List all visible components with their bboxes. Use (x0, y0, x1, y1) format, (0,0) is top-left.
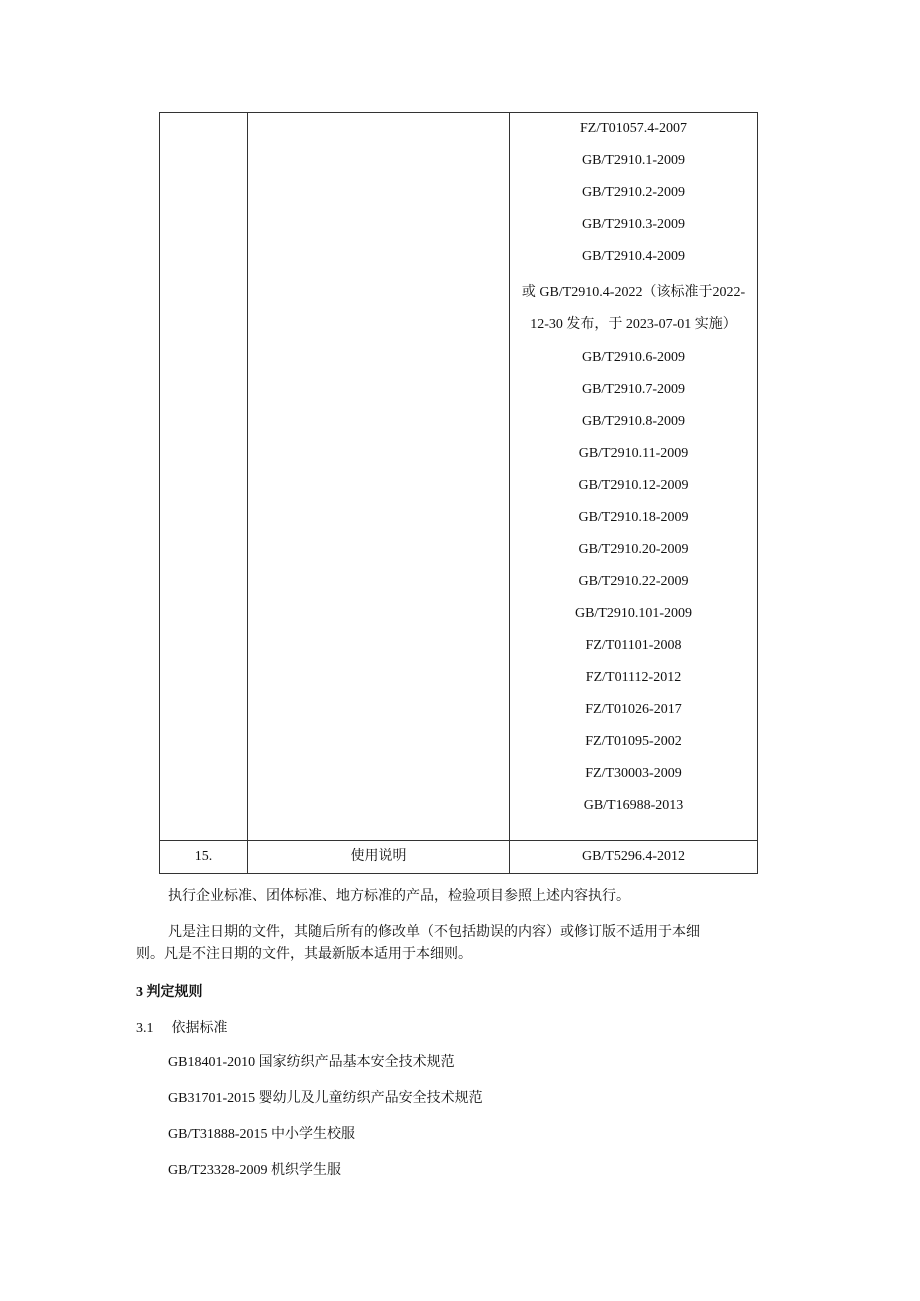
list-item: GB/T2910.4-2009 (581, 249, 686, 264)
list-item: GB/T2910.12-2009 (578, 478, 689, 493)
list-item: GB/T16988-2013 (583, 798, 684, 813)
list-item: GB/T2910.18-2009 (578, 510, 689, 525)
list-item: GB/T2910.7-2009 (581, 382, 686, 397)
subsection-number: 3.1 (136, 1021, 154, 1036)
reference-item: GB18401-2010 国家纺织产品基本安全技术规范 (168, 1055, 455, 1070)
reference-item: GB/T31888-2015 中小学生校服 (168, 1127, 356, 1142)
list-item: FZ/T01026-2017 (585, 702, 682, 717)
list-item: FZ/T01095-2002 (585, 734, 682, 749)
section-heading: 3 判定规则 (136, 985, 203, 1000)
row-standard: GB/T5296.4-2012 (510, 841, 758, 874)
subsection-heading (136, 1017, 228, 1037)
standards-list (510, 113, 757, 822)
list-item: GB/T2910.101-2009 (574, 606, 693, 621)
list-item: GB/T2910.3-2009 (581, 217, 686, 232)
subsection-title: 依据标准 (171, 1021, 228, 1036)
list-item: 或 GB/T2910.4-2022（该标准于2022-12-30 发布，于 2023-07-01 实施） (521, 285, 746, 332)
list-item: GB/T2910.11-2009 (578, 446, 689, 461)
list-item: FZ/T30003-2009 (585, 766, 682, 781)
list-item: GB/T2910.20-2009 (578, 542, 689, 557)
table-row (160, 113, 758, 841)
row-item: 使用说明 (248, 841, 510, 874)
row-index: 15. (160, 841, 248, 874)
reference-item: GB31701-2015 婴幼儿及儿童纺织产品安全技术规范 (168, 1091, 483, 1106)
standards-table (159, 112, 758, 874)
list-item: GB/T2910.1-2009 (581, 153, 686, 168)
dated-files-line-2: 则。凡是不注日期的文件，其最新版本适用于本细则。 (136, 947, 472, 962)
item-cell (248, 113, 510, 841)
dated-files-line-1: 凡是注日期的文件，其随后所有的修改单（不包括勘误的内容）或修订版不适用于本细 (168, 925, 700, 940)
note-paragraph: 执行企业标准、团体标准、地方标准的产品，检验项目参照上述内容执行。 (168, 889, 630, 904)
list-item: GB/T2910.8-2009 (581, 414, 686, 429)
list-item: GB/T2910.2-2009 (581, 185, 686, 200)
list-item: FZ/T01057.4-2007 (580, 121, 687, 136)
list-item: GB/T2910.6-2009 (581, 350, 686, 365)
reference-item: GB/T23328-2009 机织学生服 (168, 1163, 342, 1178)
list-item: FZ/T01101-2008 (585, 638, 682, 653)
table-row (160, 841, 758, 874)
list-item: GB/T2910.22-2009 (578, 574, 689, 589)
standards-cell (510, 113, 758, 841)
list-item: FZ/T01112-2012 (585, 670, 682, 685)
index-cell (160, 113, 248, 841)
